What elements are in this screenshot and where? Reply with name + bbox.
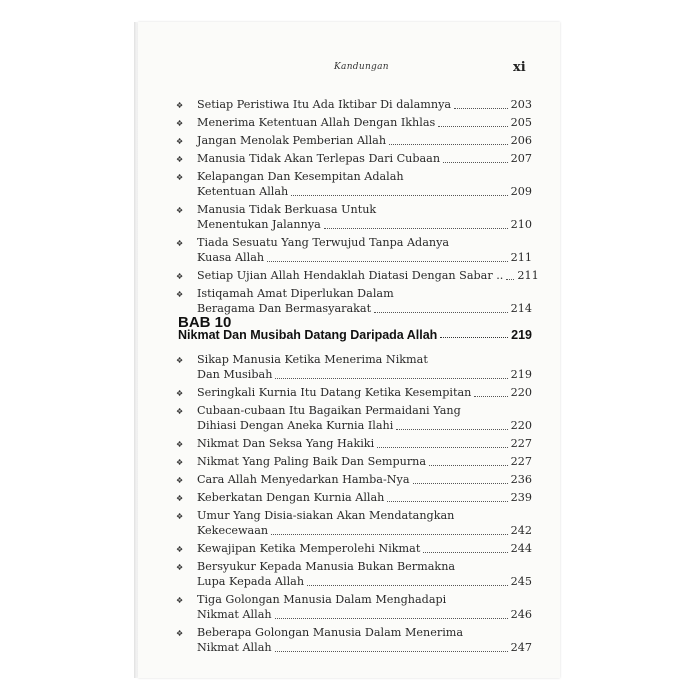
diamond-bullet-icon: ❖ [176, 101, 184, 110]
toc-line [197, 169, 532, 184]
toc-page-number: 211 [510, 251, 532, 264]
toc-entry-title: Keberkatan Dengan Kurnia Allah [197, 491, 385, 504]
toc-entry [176, 559, 532, 589]
chapter-label: BAB 10 [178, 314, 232, 331]
toc-entry [176, 268, 539, 283]
toc-line [197, 559, 532, 574]
toc-page-number: 244 [510, 542, 532, 555]
toc-page-number: 211 [517, 269, 539, 282]
diamond-bullet-icon: ❖ [176, 173, 184, 182]
diamond-bullet-icon: ❖ [176, 476, 184, 485]
toc-page-number: 206 [510, 134, 532, 147]
diamond-bullet-icon: ❖ [176, 290, 184, 299]
diamond-bullet-icon: ❖ [176, 239, 184, 248]
toc-page-number: 246 [510, 608, 532, 621]
toc-entry [176, 454, 532, 469]
toc-entry-title: Dihiasi Dengan Aneka Kurnia Ilahi [197, 419, 394, 432]
toc-entry [176, 541, 532, 556]
toc-entry-title: Bersyukur Kepada Manusia Bukan Bermakna [197, 560, 456, 573]
toc-entry-title: Manusia Tidak Akan Terlepas Dari Cubaan [197, 152, 441, 165]
leader-dots [454, 108, 508, 109]
toc-entry-text [197, 133, 532, 148]
toc-page-number: 227 [510, 455, 532, 468]
toc-line [197, 472, 532, 487]
toc-entry-text [197, 151, 532, 166]
toc-line [197, 235, 532, 250]
toc-page-number: 239 [510, 491, 532, 504]
leader-dots [377, 447, 507, 448]
toc-entry [176, 151, 532, 166]
diamond-bullet-icon: ❖ [176, 407, 184, 416]
diamond-bullet-icon: ❖ [176, 545, 184, 554]
toc-entry [176, 625, 532, 655]
toc-entry-text [197, 235, 532, 265]
toc-line [197, 541, 532, 556]
diamond-bullet-icon: ❖ [176, 389, 184, 398]
leader-dots [307, 585, 508, 586]
toc-entry [176, 133, 532, 148]
toc-page-number: 227 [510, 437, 532, 450]
diamond-bullet-icon: ❖ [176, 629, 184, 638]
chapter-title: Nikmat Dan Musibah Datang Daripada Allah [178, 328, 438, 342]
toc-entry-title: Nikmat Yang Paling Baik Dan Sempurna [197, 455, 427, 468]
leader-dots [267, 261, 508, 262]
toc-entry-title: Cubaan-cubaan Itu Bagaikan Permaidani Yang [197, 404, 461, 417]
leader-dots [275, 651, 508, 652]
toc-entry-title: Kuasa Allah [197, 251, 265, 264]
toc-entry-text [197, 268, 539, 283]
diamond-bullet-icon: ❖ [176, 494, 184, 503]
toc-line [197, 436, 532, 451]
diamond-bullet-icon: ❖ [176, 272, 184, 281]
toc-entry [176, 592, 532, 622]
toc-entry-text [197, 169, 532, 199]
toc-page-number: 236 [510, 473, 532, 486]
toc-entry-text [197, 625, 532, 655]
toc-line [197, 133, 532, 148]
leader-dots [474, 396, 507, 397]
toc-entry-title: Dan Musibah [197, 368, 273, 381]
toc-entry-text [197, 559, 532, 589]
toc-page-number: 205 [510, 116, 532, 129]
toc-line [197, 217, 532, 232]
toc-page-number: 242 [510, 524, 532, 537]
toc-entry [176, 97, 532, 112]
leader-dots [506, 279, 514, 280]
chapter-page-number: 219 [511, 328, 532, 342]
toc-entry [176, 286, 532, 316]
toc-page-number: 219 [510, 368, 532, 381]
toc-line [197, 250, 532, 265]
toc-line [197, 268, 539, 283]
leader-dots [374, 312, 508, 313]
diamond-bullet-icon: ❖ [176, 356, 184, 365]
leader-dots [413, 483, 508, 484]
toc-page-number: 214 [510, 302, 532, 315]
toc-entry-title: Nikmat Allah [197, 608, 272, 621]
toc-line [197, 574, 532, 589]
toc-entry-title: Sikap Manusia Ketika Menerima Nikmat [197, 353, 428, 366]
leader-dots [429, 465, 508, 466]
toc-entry-title: Beberapa Golongan Manusia Dalam Menerima [197, 626, 464, 639]
toc-entry [176, 436, 532, 451]
toc-entry-title: Nikmat Dan Seksa Yang Hakiki [197, 437, 375, 450]
diamond-bullet-icon: ❖ [176, 512, 184, 521]
toc-entry [176, 235, 532, 265]
toc-page-number: 210 [510, 218, 532, 231]
toc-line [197, 625, 532, 640]
page-folio: xi [513, 60, 526, 75]
toc-line [197, 151, 532, 166]
toc-entry-title: Tiga Golongan Manusia Dalam Menghadapi [197, 593, 447, 606]
diamond-bullet-icon: ❖ [176, 596, 184, 605]
toc-line [197, 592, 532, 607]
toc-page-number: 245 [510, 575, 532, 588]
toc-entry [176, 403, 532, 433]
toc-line [197, 352, 532, 367]
toc-page-number: 203 [510, 98, 532, 111]
toc-entry [176, 115, 532, 130]
toc-entry-text [197, 541, 532, 556]
toc-line [197, 418, 532, 433]
toc-entry-title: Kewajipan Ketika Memperolehi Nikmat [197, 542, 421, 555]
toc-entry-text [197, 472, 532, 487]
toc-line [197, 97, 532, 112]
toc-entry-title: Kekecewaan [197, 524, 269, 537]
toc-entry-title: Menerima Ketentuan Allah Dengan Ikhlas [197, 116, 436, 129]
toc-line [197, 607, 532, 622]
toc-page-number: 220 [510, 386, 532, 399]
toc-entry-title: Setiap Ujian Allah Hendaklah Diatasi Dengan Sabar .. [197, 269, 504, 282]
toc-entry-text [197, 592, 532, 622]
diamond-bullet-icon: ❖ [176, 155, 184, 164]
diamond-bullet-icon: ❖ [176, 458, 184, 467]
toc-entry-text [197, 115, 532, 130]
leader-dots [271, 534, 508, 535]
running-head: Kandungan [334, 62, 389, 72]
toc-entry [176, 490, 532, 505]
toc-entry-text [197, 490, 532, 505]
toc-entry-text [197, 202, 532, 232]
toc-entry-text [197, 508, 532, 538]
toc-entry-title: Seringkali Kurnia Itu Datang Ketika Kesempitan [197, 386, 472, 399]
leader-dots [324, 228, 508, 229]
toc-entry-title: Ketentuan Allah [197, 185, 289, 198]
toc-entry [176, 385, 532, 400]
toc-line [197, 523, 532, 538]
toc-entry-title: Kelapangan Dan Kesempitan Adalah [197, 170, 404, 183]
leader-dots [275, 378, 507, 379]
toc-entry [176, 508, 532, 538]
book-page [138, 22, 560, 678]
toc-entry [176, 352, 532, 382]
toc-entry-title: Setiap Peristiwa Itu Ada Iktibar Di dalamnya [197, 98, 452, 111]
diamond-bullet-icon: ❖ [176, 440, 184, 449]
toc-line [197, 367, 532, 382]
toc-line [197, 115, 532, 130]
toc-entry-title: Umur Yang Disia-siakan Akan Mendatangkan [197, 509, 455, 522]
toc-entry-text [197, 403, 532, 433]
toc-entry-title: Istiqamah Amat Diperlukan Dalam [197, 287, 394, 300]
toc-entry-text [197, 436, 532, 451]
toc-entry-title: Jangan Menolak Pemberian Allah [197, 134, 387, 147]
toc-line [197, 286, 532, 301]
toc-page-number: 220 [510, 419, 532, 432]
toc-entry [176, 472, 532, 487]
toc-entry-text [197, 286, 532, 316]
leader-dots [396, 429, 507, 430]
diamond-bullet-icon: ❖ [176, 563, 184, 572]
toc-entry-text [197, 97, 532, 112]
toc-page-number: 247 [510, 641, 532, 654]
toc-line [197, 301, 532, 316]
diamond-bullet-icon: ❖ [176, 137, 184, 146]
toc-page-number: 209 [510, 185, 532, 198]
leader-dots [423, 552, 507, 553]
leader-dots [387, 501, 507, 502]
leader-dots [443, 162, 508, 163]
toc-entry-text [197, 352, 532, 382]
toc-entry-text [197, 385, 532, 400]
leader-dots [275, 618, 508, 619]
leader-dots [438, 126, 507, 127]
toc-entry-title: Cara Allah Menyedarkan Hamba-Nya [197, 473, 410, 486]
toc-line [197, 640, 532, 655]
toc-entry-title: Menentukan Jalannya [197, 218, 321, 231]
toc-entry-title: Beragama Dan Bermasyarakat [197, 302, 372, 315]
toc-entry-title: Lupa Kepada Allah [197, 575, 305, 588]
toc-entry-text [197, 454, 532, 469]
diamond-bullet-icon: ❖ [176, 206, 184, 215]
toc-line [197, 385, 532, 400]
diamond-bullet-icon: ❖ [176, 119, 184, 128]
toc-line [197, 454, 532, 469]
toc-entry-title: Manusia Tidak Berkuasa Untuk [197, 203, 377, 216]
toc-entry-title: Nikmat Allah [197, 641, 272, 654]
chapter-title-row [178, 328, 532, 342]
toc-entry-title: Tiada Sesuatu Yang Terwujud Tanpa Adanya [197, 236, 450, 249]
leader-dots [291, 195, 507, 196]
leader-dots [440, 337, 508, 338]
toc-entry [176, 202, 532, 232]
toc-line [197, 508, 532, 523]
toc-line [197, 184, 532, 199]
toc-line [197, 202, 532, 217]
toc-line [197, 490, 532, 505]
leader-dots [389, 144, 508, 145]
toc-entry [176, 169, 532, 199]
toc-line [197, 403, 532, 418]
toc-page-number: 207 [510, 152, 532, 165]
